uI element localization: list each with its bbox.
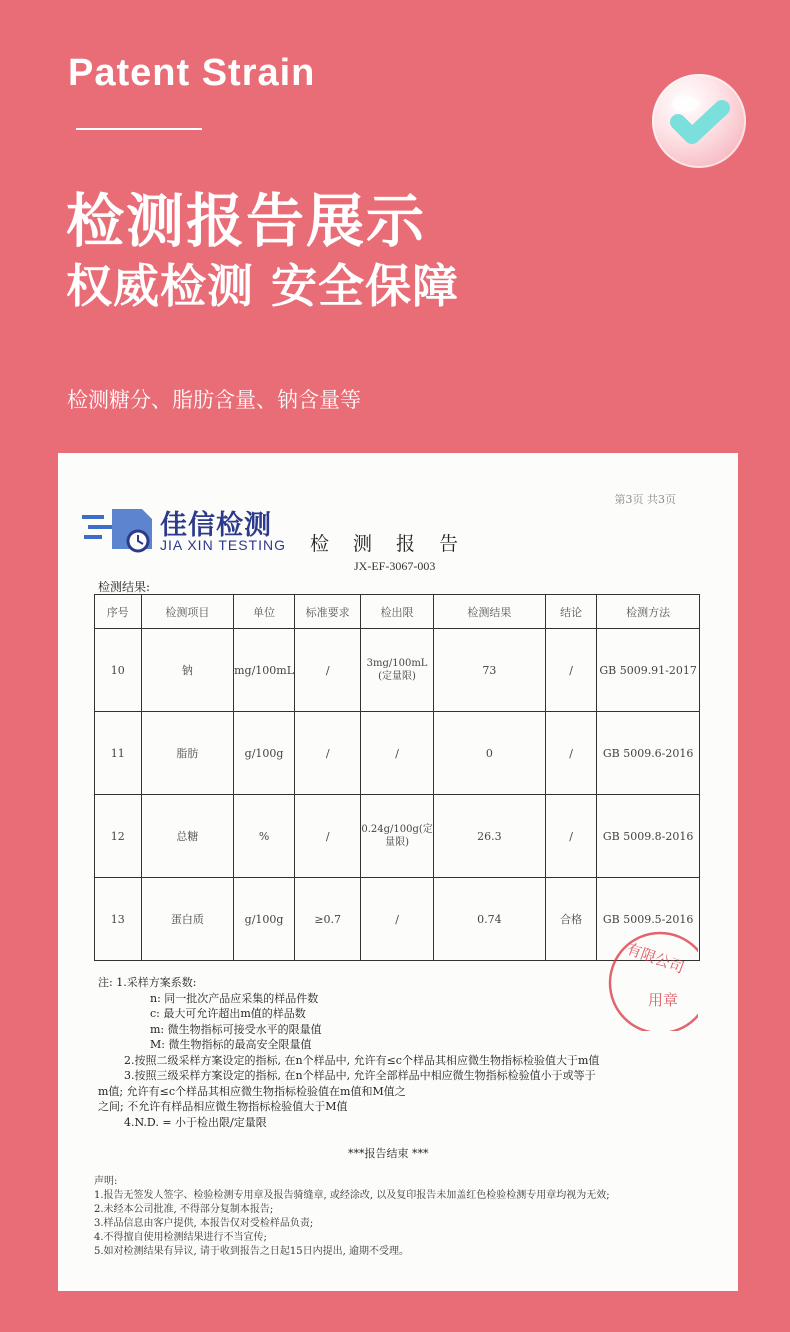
stamp-text: 有限公司 xyxy=(624,939,687,978)
header-divider xyxy=(76,128,202,130)
table-cell: 26.3 xyxy=(433,795,545,878)
statement-line: 3.样品信息由客户提供, 本报告仅对受检样品负责; xyxy=(94,1218,314,1229)
table-cell: 总糖 xyxy=(141,795,233,878)
table-cell: 13 xyxy=(95,878,142,961)
headline-primary: 检测报告展示 xyxy=(66,187,427,255)
table-row xyxy=(95,629,700,712)
table-cell: 钠 xyxy=(141,629,233,712)
note-line: 3.按照三级采样方案设定的指标, 在n个样品中, 允许全部样品中相应微生物指标检验值小于或等于 xyxy=(124,1069,596,1082)
table-cell: / xyxy=(295,712,361,795)
table-cell: % xyxy=(234,795,295,878)
note-line: m: 微生物指标可接受水平的限量值 xyxy=(150,1022,322,1036)
table-row xyxy=(95,712,700,795)
table-cell: 脂肪 xyxy=(141,712,233,795)
table-cell: 10 xyxy=(95,629,142,712)
results-label: 检测结果: xyxy=(98,580,151,594)
table-cell: 0 xyxy=(433,712,545,795)
checkmark-icon xyxy=(652,74,746,168)
table-cell: 0.24g/100g(定量限) xyxy=(361,795,433,878)
note-line: n: 同一批次产品应采集的样品件数 xyxy=(150,991,319,1005)
statement-line: 5.如对检测结果有异议, 请于收到报告之日起15日内提出, 逾期不受理。 xyxy=(94,1246,409,1257)
table-cell: g/100g xyxy=(234,712,295,795)
table-header: 检测项目 xyxy=(141,595,233,629)
report-code: JX-EF-3067-003 xyxy=(354,559,436,573)
table-cell: / xyxy=(361,878,433,961)
test-report-document xyxy=(58,453,738,1291)
table-header: 检测方法 xyxy=(597,595,700,629)
table-cell: 73 xyxy=(433,629,545,712)
table-cell: / xyxy=(545,795,596,878)
table-cell: GB 5009.5-2016 xyxy=(597,878,700,961)
table-row xyxy=(95,795,700,878)
subtext: 检测糖分、脂肪含量、钠含量等 xyxy=(67,388,361,412)
table-header: 结论 xyxy=(545,595,596,629)
table-cell: GB 5009.8-2016 xyxy=(597,795,700,878)
table-cell: 3mg/100mL (定量限) xyxy=(361,629,433,712)
note-line: M: 微生物指标的最高安全限量值 xyxy=(150,1038,312,1051)
table-cell: / xyxy=(361,712,433,795)
note-line: 2.按照二级采样方案设定的指标, 在n个样品中, 允许有≤c个样品其相应微生物指标检验值大于m值 xyxy=(124,1053,600,1067)
table-header: 单位 xyxy=(234,595,295,629)
statement-line: 声明: xyxy=(94,1176,118,1187)
official-seal-stamp xyxy=(588,921,698,1031)
table-header: 标准要求 xyxy=(295,595,361,629)
table-header: 序号 xyxy=(95,595,142,629)
report-end-marker: ***报告结束 *** xyxy=(348,1147,429,1160)
headline-secondary: 权威检测 安全保障 xyxy=(66,259,460,313)
table-cell: 0.74 xyxy=(433,878,545,961)
stamp-subtext: 用章 xyxy=(648,991,679,1009)
table-cell: GB 5009.6-2016 xyxy=(597,712,700,795)
table-cell: g/100g xyxy=(234,878,295,961)
table-cell: / xyxy=(545,629,596,712)
table-cell: / xyxy=(295,629,361,712)
note-line: m值; 允许有≤c个样品其相应微生物指标检验值在m值和M值之 xyxy=(98,1084,406,1098)
header-title: Patent Strain xyxy=(68,52,316,94)
logo-english-name: JIA XIN TESTING xyxy=(160,537,286,553)
table-cell: mg/100mL xyxy=(234,629,295,712)
note-line: c: 最大可允许超出m值的样品数 xyxy=(150,1007,306,1020)
table-cell: / xyxy=(295,795,361,878)
report-title: 检测报告 xyxy=(310,533,483,555)
table-header: 检出限 xyxy=(361,595,433,629)
page-number: 第3页 共3页 xyxy=(614,493,676,506)
statement-line: 4.不得擅自使用检测结果进行不当宣传; xyxy=(94,1232,267,1243)
results-table xyxy=(94,594,700,961)
table-cell: ≥0.7 xyxy=(295,878,361,961)
note-line: 注: 1.采样方案系数: xyxy=(98,976,197,989)
table-cell: 合格 xyxy=(545,878,596,961)
table-header-row xyxy=(95,595,700,629)
check-badge xyxy=(652,74,746,168)
statement-line: 2.未经本公司批准, 不得部分复制本报告; xyxy=(94,1204,274,1215)
table-cell: 蛋白质 xyxy=(141,878,233,961)
logo-chinese-name: 佳信检测 xyxy=(160,510,272,541)
note-line: 之间; 不允许有样品相应微生物指标检验值大于M值 xyxy=(98,1100,348,1113)
table-cell: 12 xyxy=(95,795,142,878)
table-cell: 11 xyxy=(95,712,142,795)
report-statement xyxy=(94,1175,714,1259)
statement-line: 1.报告无签发人签字、检验检测专用章及报告骑缝章, 或经涂改, 以及复印报告未加盖红色检验检测专用章均视为无效; xyxy=(94,1190,610,1201)
table-cell: GB 5009.91-2017 xyxy=(597,629,700,712)
table-cell: / xyxy=(545,712,596,795)
table-header: 检测结果 xyxy=(433,595,545,629)
note-line: 4.N.D. = 小于检出限/定量限 xyxy=(124,1115,267,1129)
